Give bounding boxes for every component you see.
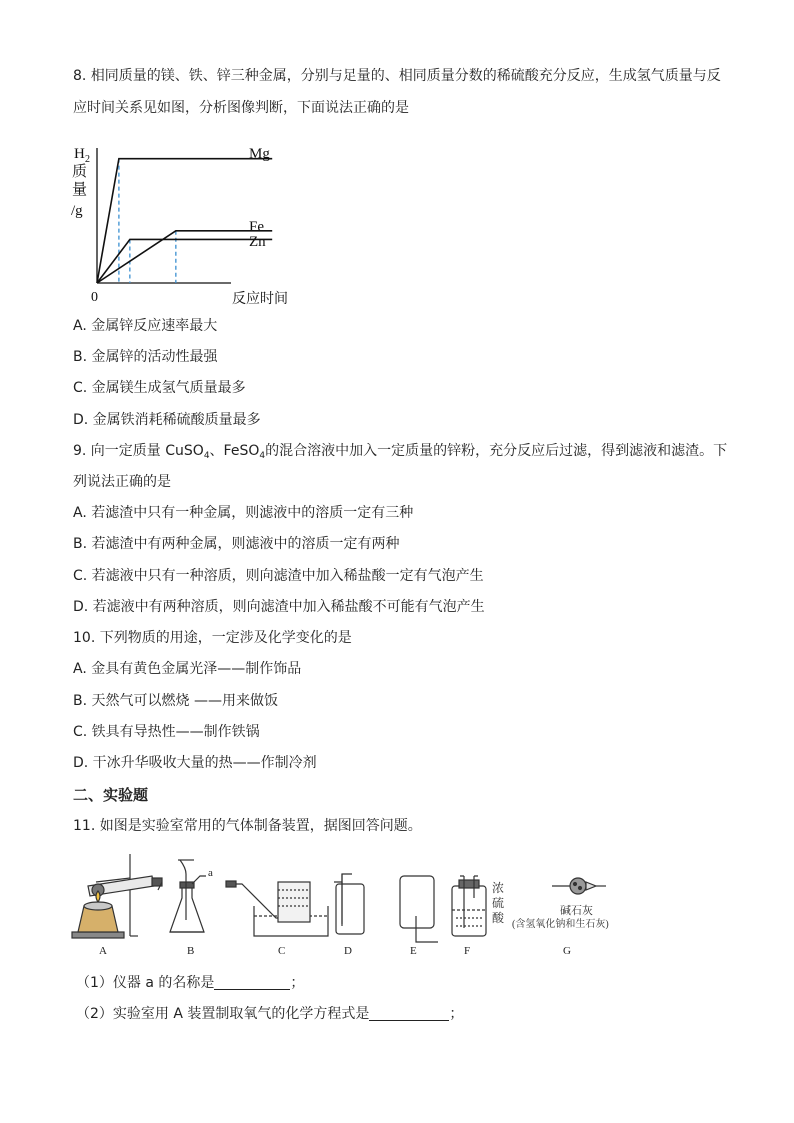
q8-option-a: A. 金属锌反应速率最大 xyxy=(73,318,218,334)
guide-lines xyxy=(119,159,176,283)
label-d: D xyxy=(344,945,352,957)
q10-option-c: C. 铁具有导热性——制作铁锅 xyxy=(73,724,260,740)
label-g: G xyxy=(563,945,571,957)
series-label-mg: Mg xyxy=(249,146,270,162)
q11-sub1-answer-blank[interactable] xyxy=(214,975,290,990)
series-label-zn: Zn xyxy=(249,234,266,250)
origin-label: 0 xyxy=(91,290,98,305)
q10-option-b: B. 天然气可以燃烧 ——用来做饭 xyxy=(73,693,278,709)
apparatus-g xyxy=(552,878,606,894)
label-e: E xyxy=(410,945,417,957)
apparatus-f xyxy=(452,876,486,936)
q11-sub2-end: ； xyxy=(449,1006,464,1022)
series-lines xyxy=(97,159,272,283)
q8-h2-time-chart xyxy=(66,140,316,310)
apparatus-e xyxy=(400,876,438,942)
q11-stem: 11. 如图是实验室常用的气体制备装置，据图回答问题。 xyxy=(73,818,422,834)
label-b: B xyxy=(187,945,195,957)
series-line-zn xyxy=(97,239,272,283)
f-text-2: 硫 xyxy=(492,896,505,910)
apparatus-b xyxy=(170,860,206,932)
x-axis-label: 反应时间 xyxy=(232,292,288,307)
q11-sub1-text: （1）仪器 a 的名称是 xyxy=(76,975,215,991)
q9-stem-line2: 列说法正确的是 xyxy=(73,474,171,490)
q8-option-c: C. 金属镁生成氢气质量最多 xyxy=(73,380,246,396)
apparatus-d xyxy=(334,874,364,934)
q9-option-d: D. 若滤液中有两种溶质，则向滤渣中加入稀盐酸不可能有气泡产生 xyxy=(73,599,485,615)
q9-option-b: B. 若滤渣中有两种金属，则滤液中的溶质一定有两种 xyxy=(73,536,400,552)
q11-sub2-answer-blank[interactable] xyxy=(369,1006,449,1021)
apparatus-b-tag: a xyxy=(208,867,213,879)
q10-option-a: A. 金具有黄色金属光泽——制作饰品 xyxy=(73,661,302,677)
series-line-mg xyxy=(97,159,272,283)
q8-stem-line1: 8. 相同质量的镁、铁、锌三种金属，分别与足量的、相同质量分数的稀硫酸充分反应，生成氢气质量与反 xyxy=(73,68,721,84)
q8-stem-line2: 应时间关系见如图，分析图像判断，下面说法正确的是 xyxy=(73,100,409,116)
q9-text-c: 的混合溶液中加入一定质量的锌粉，充分反应后过滤，得到滤液和滤渣。下 xyxy=(265,443,728,459)
label-f: F xyxy=(464,945,471,957)
q8-option-d: D. 金属铁消耗稀硫酸质量最多 xyxy=(73,412,261,428)
q9-stem-line1 xyxy=(73,441,727,461)
y-label-sub: 2 xyxy=(85,154,90,165)
label-c: C xyxy=(278,945,286,957)
section-title: 二、实验题 xyxy=(73,786,149,804)
f-text-1: 浓 xyxy=(492,881,505,895)
label-a: A xyxy=(99,945,107,957)
apparatus-c xyxy=(226,881,328,936)
series-line-fe xyxy=(97,231,272,283)
g-text-2: (含氢氧化钠和生石灰) xyxy=(512,919,609,930)
q10-stem: 10. 下列物质的用途，一定涉及化学变化的是 xyxy=(73,630,352,646)
q9-option-a: A. 若滤渣中只有一种金属，则滤液中的溶质一定有三种 xyxy=(73,505,414,521)
g-text-1: 碱石灰 xyxy=(560,905,593,917)
q11-sub1 xyxy=(76,973,304,993)
q8-option-b: B. 金属锌的活动性最强 xyxy=(73,349,218,365)
q9-sub-2: 4 xyxy=(259,451,266,461)
q11-sub2 xyxy=(76,1004,463,1024)
series-label-fe: Fe xyxy=(249,219,264,235)
y-label-liang: 量 xyxy=(72,182,88,198)
q9-option-c: C. 若滤液中只有一种溶质，则向滤渣中加入稀盐酸一定有气泡产生 xyxy=(73,568,484,584)
f-text-3: 酸 xyxy=(492,911,505,925)
q11-sub1-end: ； xyxy=(290,975,305,991)
apparatus-a xyxy=(72,854,162,938)
y-label-zhi: 质 xyxy=(72,164,88,180)
y-label-unit: /g xyxy=(71,203,83,219)
y-axis-label xyxy=(71,146,90,219)
q9-sub-1: 4 xyxy=(203,451,210,461)
q10-option-d: D. 干冰升华吸收大量的热——作制冷剂 xyxy=(73,755,317,771)
q11-sub2-text: （2）实验室用 A 装置制取氧气的化学方程式是 xyxy=(76,1006,370,1022)
q9-text-b: 、FeSO xyxy=(209,443,260,459)
y-label-h: H xyxy=(74,146,85,162)
q9-text-a: 9. 向一定质量 CuSO xyxy=(73,443,204,459)
q11-apparatus-figure xyxy=(66,846,636,964)
